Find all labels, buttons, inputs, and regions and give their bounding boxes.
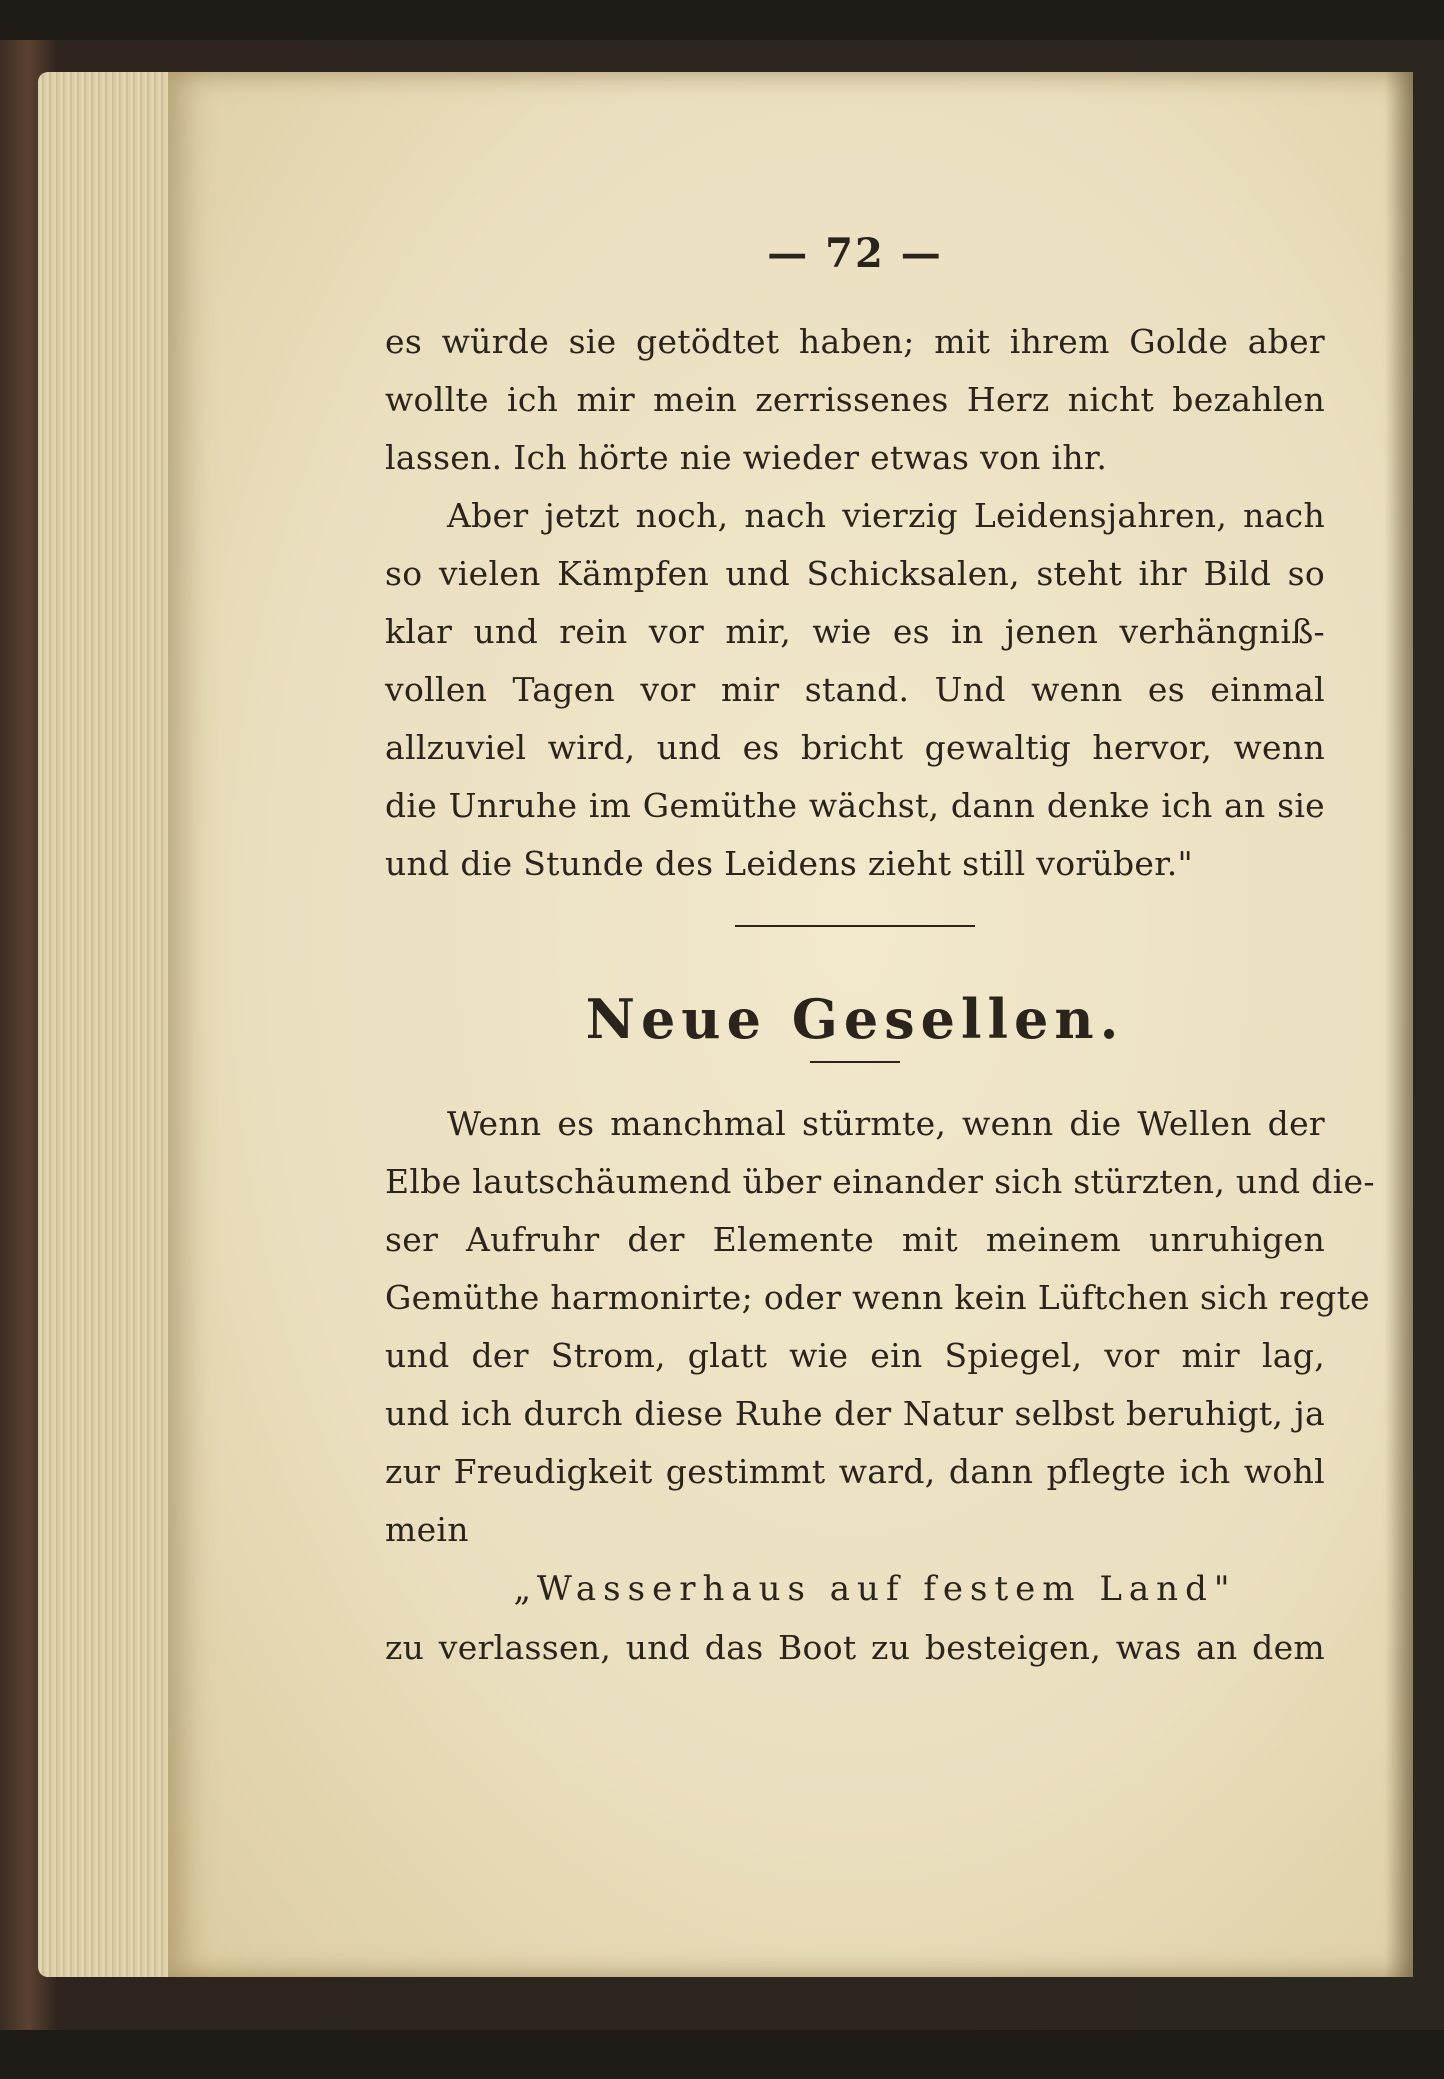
quoted-title: „Wasserhaus auf festem Land" [513, 1569, 1237, 1609]
paragraph-1 [385, 313, 1325, 487]
text-line: es würde sie getödtet haben; mit ihrem Golde aber [385, 322, 1325, 361]
text-line: klar und rein vor mir, wie es in jenen verhängniß- [385, 612, 1325, 651]
text-line: ser Aufruhr der Elemente mit meinem unruhigen [385, 1220, 1325, 1259]
text-line: die Unruhe im Gemüthe wächst, dann denke ich an sie [385, 786, 1325, 825]
text-line: und ich durch diese Ruhe der Natur selbst beruhigt, ja [385, 1394, 1325, 1433]
section-divider [735, 925, 975, 927]
paragraph-2 [385, 487, 1325, 893]
page-number: — 72 — [767, 230, 943, 277]
text-line: allzuviel wird, und es bricht gewaltig hervor, wenn [385, 728, 1325, 767]
text-line: Elbe lautschäumend über einander sich stürzten, und die- [385, 1162, 1375, 1201]
page-edges [38, 72, 178, 1977]
text-line: wollte ich mir mein zerrissenes Herz nicht bezahlen [385, 380, 1325, 419]
section-heading: Neue Gesellen. [585, 987, 1125, 1051]
text-line: lassen. Ich hörte nie wieder etwas von ihr. [385, 438, 1108, 477]
text-line: Gemüthe harmonirte; oder wenn kein Lüftchen sich regte [385, 1278, 1370, 1317]
text-line: und die Stunde des Leidens zieht still vorüber." [385, 844, 1193, 883]
page-text [385, 230, 1375, 1677]
text-line: so vielen Kämpfen und Schicksalen, steht ihr Bild so [385, 554, 1325, 593]
text-line: zu verlassen, und das Boot zu besteigen, was an dem [385, 1628, 1325, 1667]
text-line: vollen Tagen vor mir stand. Und wenn es einmal [385, 670, 1325, 709]
heading-underline [810, 1061, 900, 1063]
text-line: Aber jetzt noch, nach vierzig Leidensjahren, nach [447, 496, 1325, 535]
gutter-shadow [1385, 72, 1413, 1977]
paragraph-3 [385, 1095, 1375, 1559]
text-line: und der Strom, glatt wie ein Spiegel, vor mir lag, [385, 1336, 1325, 1375]
text-line: mein [385, 1510, 469, 1549]
text-line: Wenn es manchmal stürmte, wenn die Wellen der [447, 1104, 1325, 1143]
text-line: zur Freudigkeit gestimmt ward, dann pflegte ich wohl [385, 1452, 1325, 1491]
